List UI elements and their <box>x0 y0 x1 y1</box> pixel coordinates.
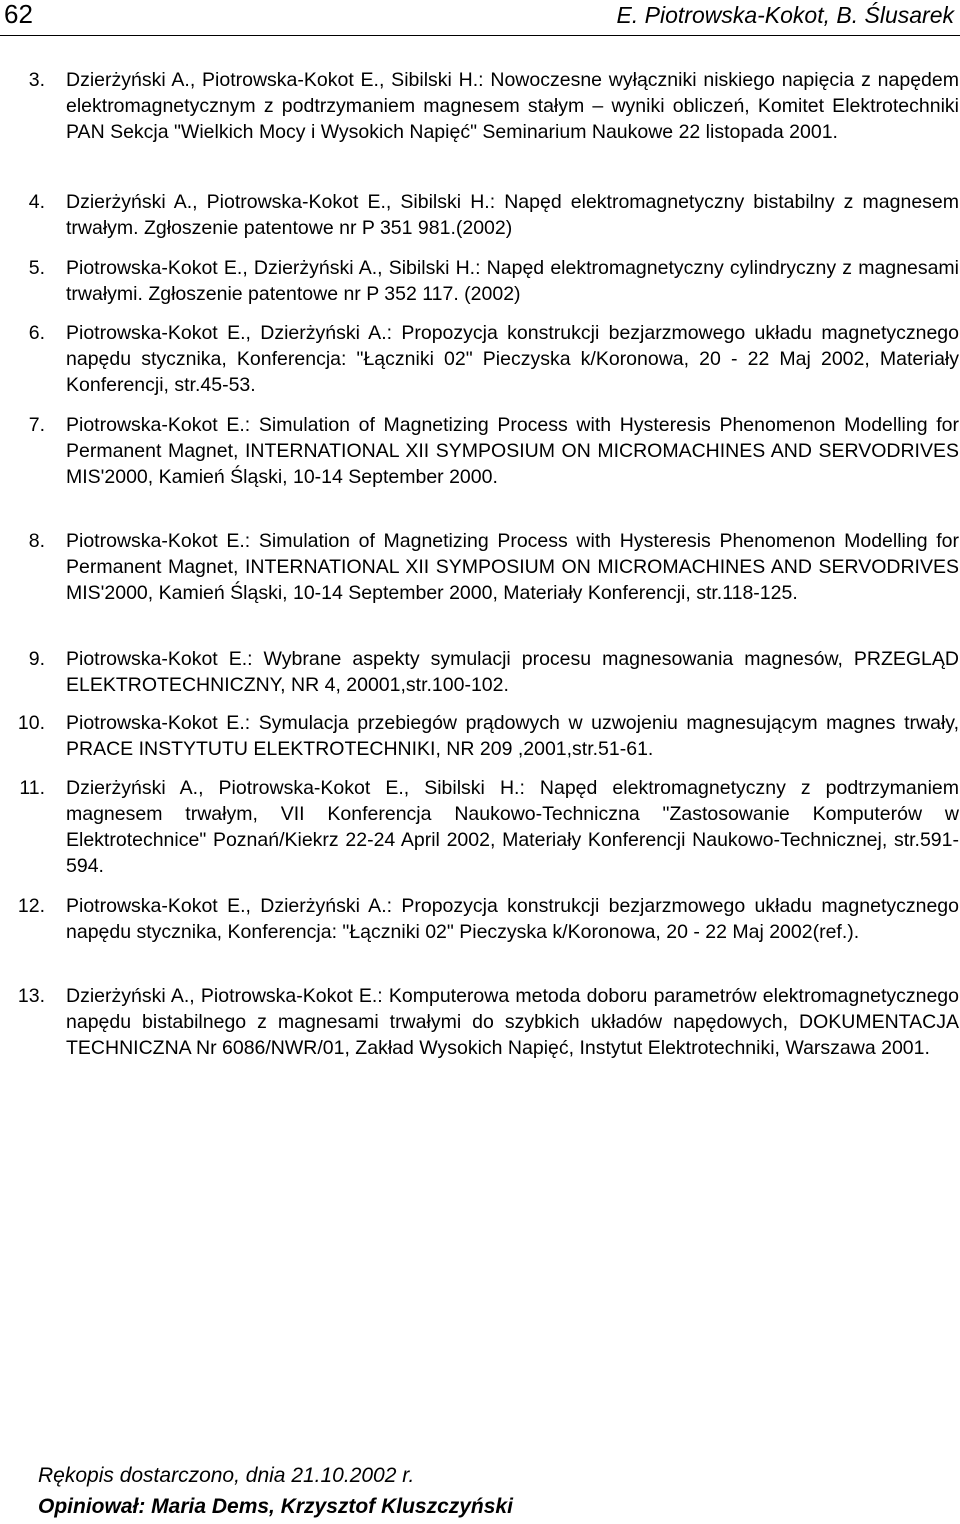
reference-text: Piotrowska-Kokot E.: Simulation of Magnetizing Process with Hysteresis Phenomenon Modelling for Permanent Magnet, INTERNATIONAL XII SYMPOSIUM ON MICROMACHINES AND SERVODRIVES MIS'2000, Kamień Śląski, 10-14 September 2000, Materiały Konferencji, str.118-125. <box>66 530 959 604</box>
reference-number: 13. <box>17 985 45 1007</box>
reference-text: Piotrowska-Kokot E.: Symulacja przebiegów prądowych w uzwojeniu magnesującym magnes trwały, PRACE INSTYTUTU ELEKTROTECHNIKI, NR 209 ,2001,str.51-61. <box>66 712 959 760</box>
reference-text: Dzierżyński A., Piotrowska-Kokot E., Sibilski H.: Napęd elektromagnetyczny z podtrzymaniem magnesem trwałym, VII Konferencja Naukowo-Techniczna "Zastosowanie Komputerów w Elektrotechnice" Poznań/Kiekrz 22-24 April 2002, Materiały Konferencji Naukowo-Technicznej, str.591-594. <box>66 777 959 877</box>
reference-number: 3. <box>28 69 45 91</box>
reference-number: 7. <box>28 414 45 436</box>
reviewers-note: Opiniował: Maria Dems, Krzysztof Kluszczyński <box>38 1495 513 1518</box>
reference-text: Piotrowska-Kokot E., Dzierżyński A.: Propozycja konstrukcji bezjarzmowego układu magnetycznego napędu stycznika, Konferencja: "Łączniki 02" Pieczyska k/Koronowa, 20 - 22 Maj 2002, Materiały Konferencji, str.45-53. <box>66 322 959 396</box>
reference-number: 8. <box>28 530 45 552</box>
reference-text: Dzierżyński A., Piotrowska-Kokot E.: Komputerowa metoda doboru parametrów elektromagnetycznego napędu bistabilnego z magnesami trwałymi do szybkich układów napędowych, DOKUMENTACJA TECHNICZNA Nr 6086/NWR/01, Zakład Wysokich Napięć, Instytut Elektrotechniki, Warszawa 2001. <box>66 985 959 1059</box>
reference-number: 12. <box>17 895 45 917</box>
reference-number: 4. <box>28 191 45 213</box>
reference-text: Piotrowska-Kokot E.: Simulation of Magnetizing Process with Hysteresis Phenomenon Modelling for Permanent Magnet, INTERNATIONAL XII SYMPOSIUM ON MICROMACHINES AND SERVODRIVES MIS'2000, Kamień Śląski, 10-14 September 2000. <box>66 414 959 488</box>
page-number: 62 <box>4 0 33 29</box>
reference-number: 11. <box>19 777 45 799</box>
running-header: E. Piotrowska-Kokot, B. Ślusarek <box>616 2 954 28</box>
reference-text: Piotrowska-Kokot E., Dzierżyński A.: Propozycja konstrukcji bezjarzmowego układu magnetycznego napędu stycznika, Konferencja: "Łączniki 02" Pieczyska k/Koronowa, 20 - 22 Maj 2002(ref.). <box>66 895 959 943</box>
reference-text: Piotrowska-Kokot E.: Wybrane aspekty symulacji procesu magnesowania magnesów, PRZEGLĄD ELEKTROTECHNICZNY, NR 4, 20001,str.100-102. <box>66 648 959 696</box>
header-rule <box>0 35 960 36</box>
reference-text: Dzierżyński A., Piotrowska-Kokot E., Sibilski H.: Nowoczesne wyłączniki niskiego napięcia z napędem elektromagnetycznym z podtrzymaniem magnesem stałym – wyniki obliczeń, Komitet Elektrotechniki PAN Sekcja "Wielkich Mocy i Wysokich Napięć" Seminarium Naukowe 22 listopada 2001. <box>66 69 959 143</box>
reference-number: 6. <box>28 322 45 344</box>
received-note: Rękopis dostarczono, dnia 21.10.2002 r. <box>38 1464 415 1487</box>
reference-number: 9. <box>28 648 45 670</box>
reference-number: 5. <box>28 257 45 279</box>
reference-number: 10. <box>17 712 45 734</box>
reference-text: Dzierżyński A., Piotrowska-Kokot E., Sibilski H.: Napęd elektromagnetyczny bistabilny z magnesem trwałym. Zgłoszenie patentowe nr P 351 981.(2002) <box>66 191 959 239</box>
reference-text: Piotrowska-Kokot E., Dzierżyński A., Sibilski H.: Napęd elektromagnetyczny cylindryczny z magnesami trwałymi. Zgłoszenie patentowe nr P 352 117. (2002) <box>66 257 959 305</box>
